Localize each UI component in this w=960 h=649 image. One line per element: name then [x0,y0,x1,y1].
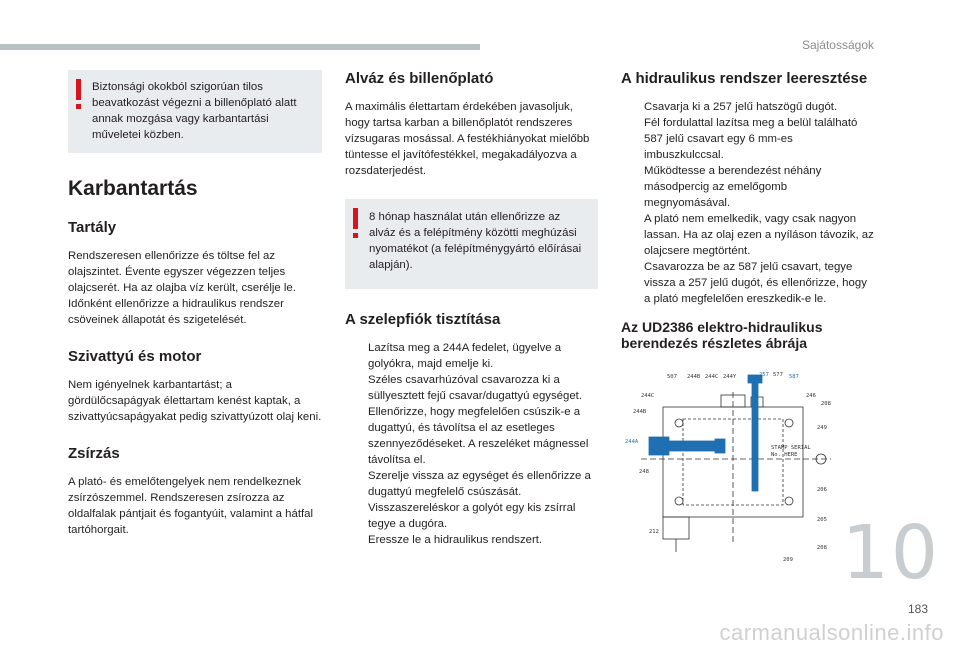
list-item: A plató nem emelkedik, vagy csak nagyon lassan. Ha az olaj ezen a nyíláson távozik, az olajcsere megtörtént. [644,213,874,257]
diagram-label: 246 [806,393,816,399]
heading-valve-cleaning: A szelepfiók tisztítása [345,311,501,328]
list-item: Csavarja ki a 257 jelű hatszögű dugót. [644,101,838,113]
list-item: Szerelje vissza az egységet és ellenőrizze a dugattyú megfelelő csúszását. Visszaszereléskor a golyót egy kis zsírral tegye a dugóra. [368,470,591,530]
diagram-label: 212 [649,529,659,535]
list-item: Működtesse a berendezést néhány másodpercig az emelőgomb megnyomásával. [644,165,822,209]
list-item: Ellenőrizze, hogy megfelelően csúszik-e a dugattyú, és távolítsa el az esetleges szennyeződéseket. A reszeléket mágnessel távolítsa el. [368,406,589,466]
safety-warning-text: Biztonsági okokból szigorúan tilos beavatkozást végezni a billenőplató alatt annak mozgása vagy karbantartási műveletei közben. [92,81,297,141]
diagram-label: 209 [783,557,793,563]
watermark: carmanualsonline.info [719,620,944,645]
column-right [621,70,874,572]
diagram-label: 206 [817,487,827,493]
stamp-serial-label: No. HERE [771,452,798,458]
heading-chassis: Alváz és billenőplató [345,70,494,87]
list-item: Csavarozza be az 587 jelű csavart, tegye vissza a 257 jelű dugót, és ellenőrizze, hogy a plató megfelelően ereszkedik-e le. [644,261,867,305]
heading-tank: Tartály [68,219,117,236]
diagram-label: 244B [633,409,647,415]
diagram-label: 208 [817,545,827,551]
drain-steps [621,99,874,307]
text-chassis: A maximális élettartam érdekében javasoljuk, hogy tartsa karban a billenőplatót rendszeres vízsugaras mosással. A festékhiányokat mielőbb tüntesse el javítófestékkel, megakadályozva a rozsdaterjedést. [345,101,590,177]
text-greasing: A plató- és emelőtengelyek nem rendelkeznek zsírzószemmel. Rendszeresen zsírozza az oldalfalak pántjait és fogantyúit, valamint a hátfal tartóhorgait. [68,476,314,536]
valve-cleaning-steps [345,340,598,548]
diagram-label: 244B [687,374,701,380]
heading-diagram: Az UD2386 elektro-hidraulikus berendezés részletes ábrája [621,319,823,351]
diagram-label: 205 [817,517,827,523]
diagram-label: 244C [705,374,719,380]
diagram-label: 208 [821,401,831,407]
safety-warning-box [68,70,322,153]
heading-greasing: Zsírzás [68,445,120,462]
diagram-label: 507 [667,374,677,380]
list-item: Fél fordulattal lazítsa meg a belül található 587 jelű csavart egy 6 mm-es imbuszkulccsal. [644,117,858,161]
list-item: Széles csavarhúzóval csavarozza ki a süllyesztett fejű csavar/dugattyú egységet. [368,374,583,402]
page-number: 183 [907,602,928,616]
torque-warning-text: 8 hónap használat után ellenőrizze az alváz és a felépítmény közötti meghúzási nyomatékot (a felépítménygyártó előírásai alapján). [369,211,582,271]
diagram-label: 249 [817,425,827,431]
text-tank: Rendszeresen ellenőrizze és töltse fel az olajszintet. Évente egyszer végezzen teljes olajcserét. Ha az olajba víz került, cserélje le. Időnként ellenőrizze a hidraulikus rendszer csöveinek állapotát és szigetelését. [68,250,296,326]
heading-drain: A hidraulikus rendszer leeresztése [621,70,868,87]
warning-icon [353,208,358,229]
page-title: Karbantartás [68,177,198,200]
hydraulic-unit-diagram [621,367,851,567]
diagram-label: 257 [759,372,769,378]
torque-warning-box [345,199,598,289]
diagram-label: 587 [789,374,799,380]
top-accent-bar [0,44,480,50]
diagram-label: 244A [625,439,639,445]
stamp-serial-label: STAMP SERIAL [771,445,811,451]
section-title: Sajátosságok [801,38,874,52]
diagram-label: 244C [641,393,655,399]
list-item: Eressze le a hidraulikus rendszert. [368,534,543,546]
diagram-label: 577 [773,372,783,378]
column-middle [345,70,598,548]
text-pump-motor: Nem igényelnek karbantartást; a gördülőcsapágyak élettartam kenést kaptak, a szivattyúcsapágyakat pedig szivattyúzott olaj keni. [68,379,322,423]
list-item: Lazítsa meg a 244A fedelet, ügyelve a golyókra, majd emelje ki. [368,342,562,370]
chapter-number: 10 [841,510,940,596]
heading-pump-motor: Szivattyú és motor [68,348,202,365]
diagram-label: 248 [639,469,649,475]
column-left [68,70,322,538]
warning-icon [76,79,81,100]
diagram-label: 244Y [723,374,737,380]
